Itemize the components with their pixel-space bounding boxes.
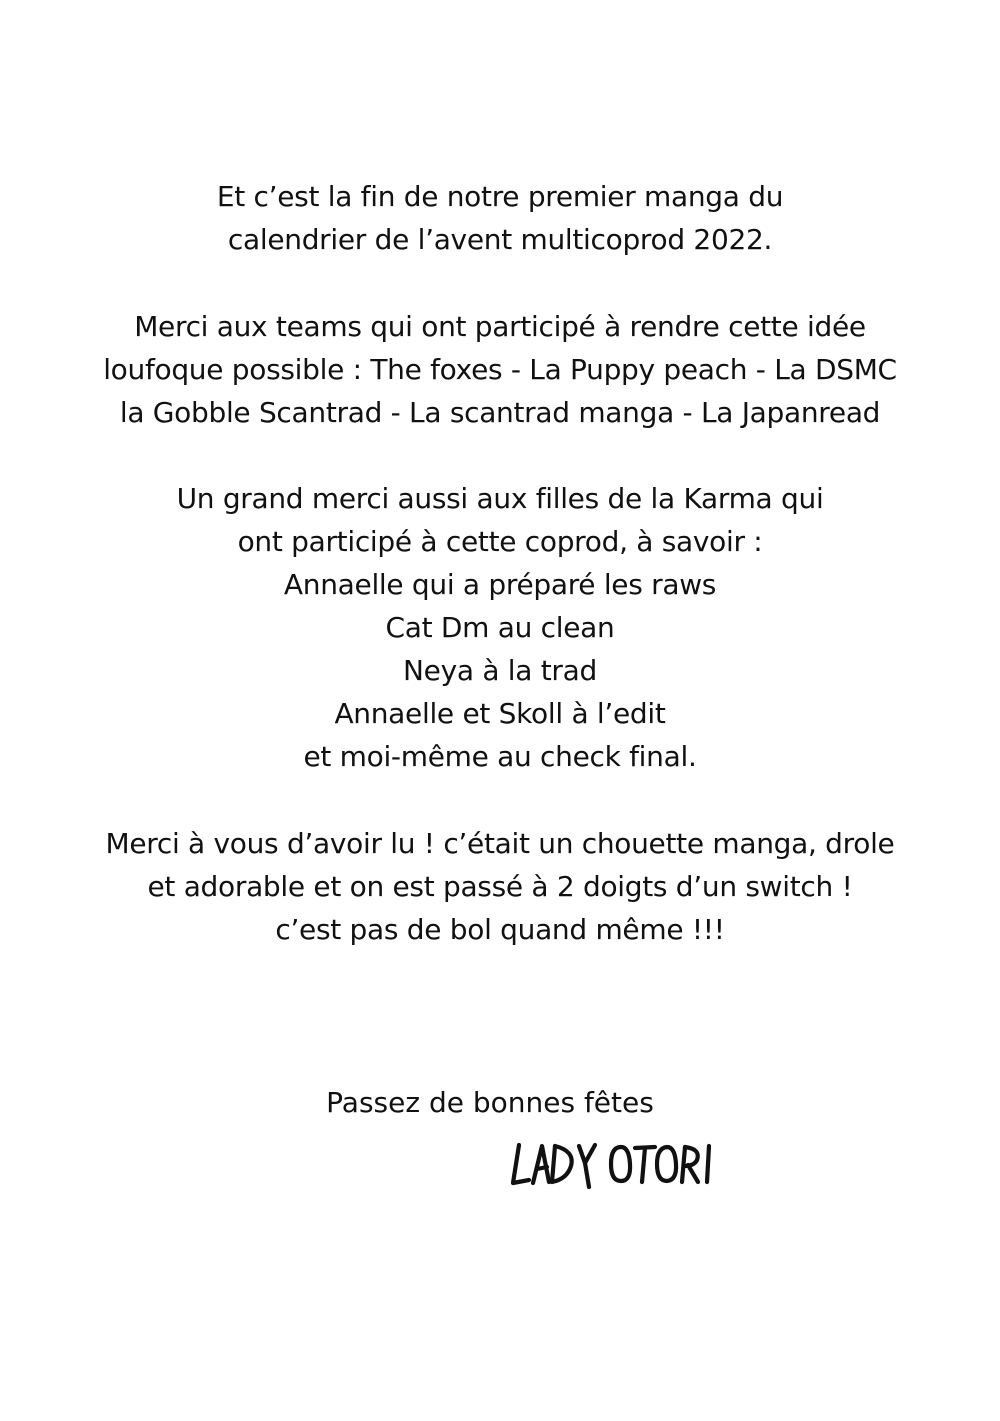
- paragraph-2-line-2: loufoque possible : The foxes - La Puppy peach - La DSMC: [103, 353, 897, 386]
- paragraph-3-line-5: Neya à la trad: [403, 654, 597, 687]
- closing-greeting: Passez de bonnes fêtes: [326, 1086, 654, 1119]
- paragraph-2-line-1: Merci aux teams qui ont participé à rendre cette idée: [134, 310, 866, 343]
- paragraph-3-line-4: Cat Dm au clean: [385, 611, 615, 644]
- signature-lady-otori: [505, 1133, 735, 1193]
- paragraph-4-line-3: c’est pas de bol quand même !!!: [275, 913, 725, 946]
- paragraph-2-line-3: la Gobble Scantrad - La scantrad manga - La Japanread: [119, 396, 881, 429]
- paragraph-3-line-3: Annaelle qui a préparé les raws: [283, 568, 717, 601]
- paragraph-3-line-1: Un grand merci aussi aux filles de la Karma qui: [176, 482, 824, 515]
- paragraph-4-line-1: Merci à vous d’avoir lu ! c’était un chouette manga, drole: [105, 827, 895, 860]
- paragraph-3-line-2: ont participé à cette coprod, à savoir :: [237, 525, 763, 558]
- paragraph-4-line-2: et adorable et on est passé à 2 doigts d’un switch !: [147, 870, 853, 903]
- paragraph-1-line-1: Et c’est la fin de notre premier manga du: [216, 180, 784, 213]
- paragraph-3-line-7: et moi-même au check final.: [303, 740, 697, 773]
- paragraph-3-line-6: Annaelle et Skoll à l’edit: [334, 697, 666, 730]
- paragraph-1-line-2: calendrier de l’avent multicoprod 2022.: [227, 223, 773, 256]
